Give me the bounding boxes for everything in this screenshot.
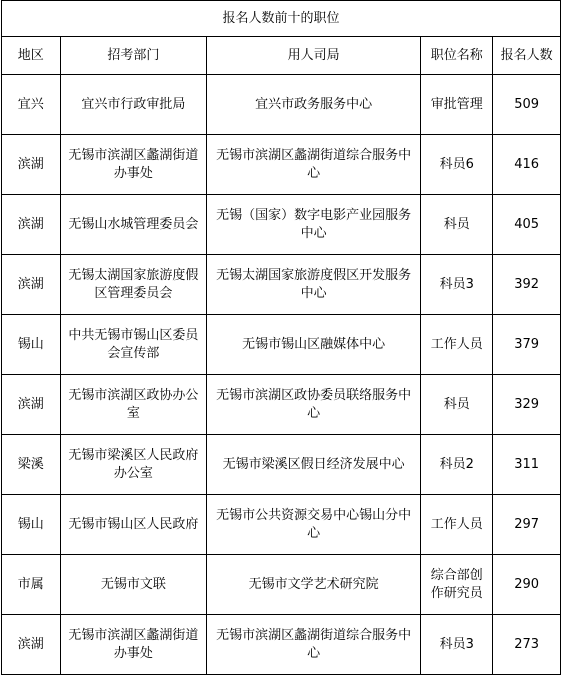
table-row — [2, 555, 561, 615]
cell-region[interactable]: 滨湖 — [2, 615, 61, 675]
cell-count[interactable]: 392 — [493, 255, 561, 315]
table-row — [2, 435, 561, 495]
table-row — [2, 315, 561, 375]
cell-position[interactable]: 审批管理 — [421, 75, 493, 135]
cell-count[interactable]: 329 — [493, 375, 561, 435]
cell-count[interactable]: 379 — [493, 315, 561, 375]
cell-position[interactable]: 科员3 — [421, 615, 493, 675]
cell-dept[interactable]: 无锡山水城管理委员会 — [60, 195, 207, 255]
cell-count[interactable]: 405 — [493, 195, 561, 255]
cell-position[interactable]: 科员2 — [421, 435, 493, 495]
cell-bureau[interactable]: 无锡市公共资源交易中心锡山分中心 — [207, 495, 421, 555]
cell-bureau[interactable]: 无锡市锡山区融媒体中心 — [207, 315, 421, 375]
cell-region[interactable]: 锡山 — [2, 315, 61, 375]
table-title-row — [2, 1, 561, 37]
header-position[interactable]: 职位名称 — [421, 37, 493, 75]
cell-dept[interactable]: 宜兴市行政审批局 — [60, 75, 207, 135]
table-header-row — [2, 37, 561, 75]
cell-dept[interactable]: 无锡市文联 — [60, 555, 207, 615]
cell-region[interactable]: 梁溪 — [2, 435, 61, 495]
cell-bureau[interactable]: 无锡市滨湖区蠡湖街道综合服务中心 — [207, 135, 421, 195]
header-dept[interactable]: 招考部门 — [60, 37, 207, 75]
cell-region[interactable]: 滨湖 — [2, 195, 61, 255]
cell-bureau[interactable]: 无锡（国家）数字电影产业园服务中心 — [207, 195, 421, 255]
cell-position[interactable]: 科员6 — [421, 135, 493, 195]
header-count[interactable]: 报名人数 — [493, 37, 561, 75]
cell-bureau[interactable]: 宜兴市政务服务中心 — [207, 75, 421, 135]
cell-region[interactable]: 锡山 — [2, 495, 61, 555]
cell-dept[interactable]: 无锡市滨湖区蠡湖街道办事处 — [60, 615, 207, 675]
table-row — [2, 615, 561, 675]
top-ten-positions-table — [1, 0, 561, 675]
cell-position[interactable]: 工作人员 — [421, 315, 493, 375]
table-row — [2, 495, 561, 555]
header-bureau[interactable]: 用人司局 — [207, 37, 421, 75]
cell-position[interactable]: 科员 — [421, 375, 493, 435]
cell-dept[interactable]: 无锡市滨湖区政协办公室 — [60, 375, 207, 435]
table-row — [2, 375, 561, 435]
cell-dept[interactable]: 无锡市梁溪区人民政府办公室 — [60, 435, 207, 495]
cell-region[interactable]: 滨湖 — [2, 375, 61, 435]
cell-dept[interactable]: 无锡市滨湖区蠡湖街道办事处 — [60, 135, 207, 195]
cell-dept[interactable]: 无锡太湖国家旅游度假区管理委员会 — [60, 255, 207, 315]
cell-position[interactable]: 综合部创作研究员 — [421, 555, 493, 615]
cell-position[interactable]: 科员 — [421, 195, 493, 255]
cell-count[interactable]: 509 — [493, 75, 561, 135]
cell-position[interactable]: 工作人员 — [421, 495, 493, 555]
cell-count[interactable]: 290 — [493, 555, 561, 615]
cell-region[interactable]: 滨湖 — [2, 135, 61, 195]
table-row — [2, 135, 561, 195]
cell-region[interactable]: 市属 — [2, 555, 61, 615]
cell-count[interactable]: 297 — [493, 495, 561, 555]
cell-bureau[interactable]: 无锡市滨湖区蠡湖街道综合服务中心 — [207, 615, 421, 675]
cell-bureau[interactable]: 无锡市文学艺术研究院 — [207, 555, 421, 615]
header-region[interactable]: 地区 — [2, 37, 61, 75]
cell-region[interactable]: 滨湖 — [2, 255, 61, 315]
cell-bureau[interactable]: 无锡太湖国家旅游度假区开发服务中心 — [207, 255, 421, 315]
table-title[interactable]: 报名人数前十的职位 — [2, 1, 561, 37]
cell-dept[interactable]: 无锡市锡山区人民政府 — [60, 495, 207, 555]
cell-count[interactable]: 416 — [493, 135, 561, 195]
table-row — [2, 195, 561, 255]
table-row — [2, 75, 561, 135]
cell-dept[interactable]: 中共无锡市锡山区委员会宣传部 — [60, 315, 207, 375]
table-row — [2, 255, 561, 315]
cell-count[interactable]: 273 — [493, 615, 561, 675]
cell-region[interactable]: 宜兴 — [2, 75, 61, 135]
cell-bureau[interactable]: 无锡市梁溪区假日经济发展中心 — [207, 435, 421, 495]
cell-bureau[interactable]: 无锡市滨湖区政协委员联络服务中心 — [207, 375, 421, 435]
cell-count[interactable]: 311 — [493, 435, 561, 495]
cell-position[interactable]: 科员3 — [421, 255, 493, 315]
